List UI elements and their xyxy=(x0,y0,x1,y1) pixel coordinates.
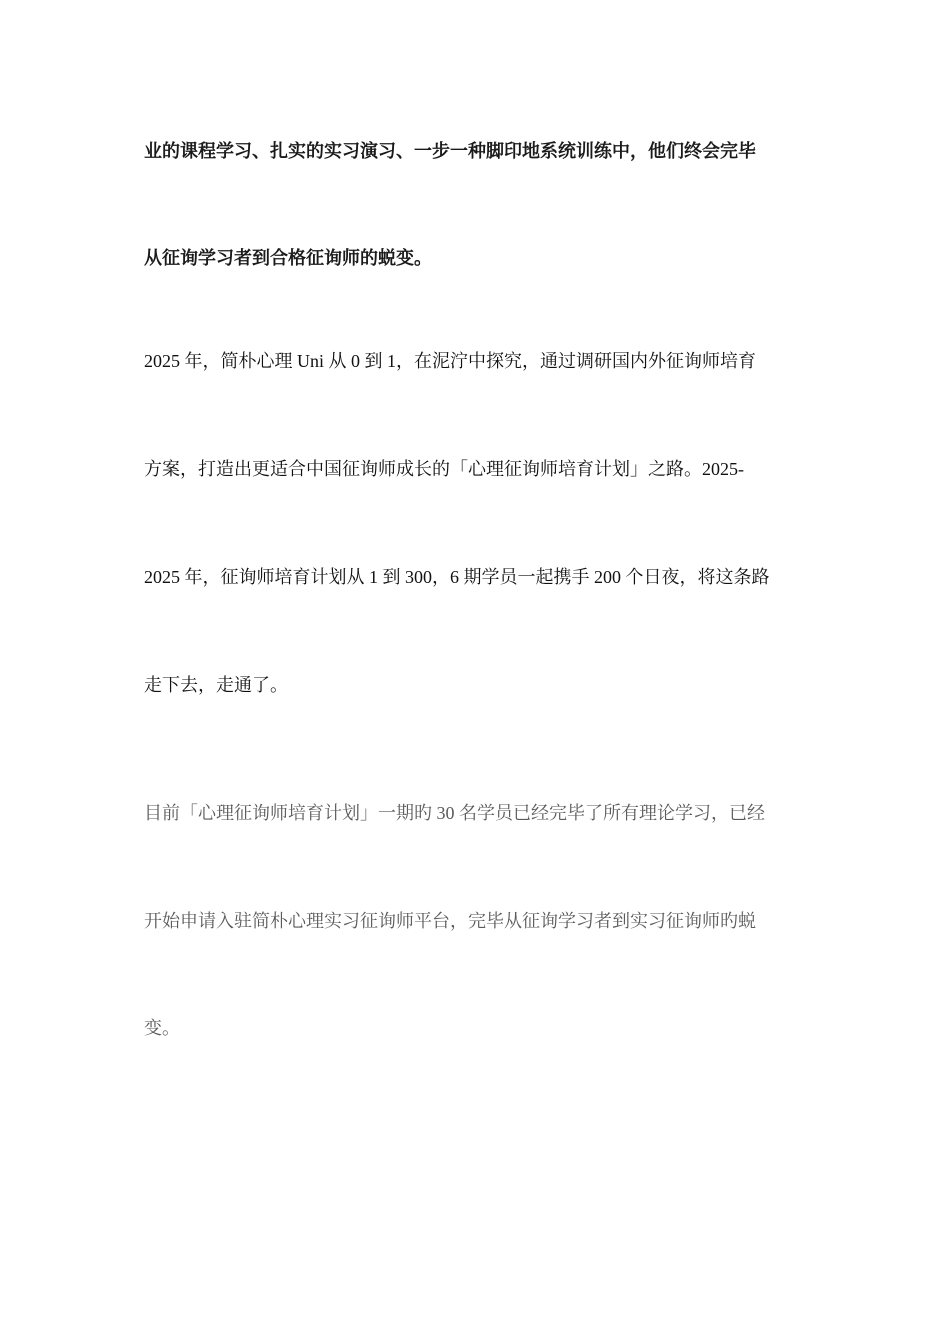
text-line: 业的课程学习、扎实的实习演习、一步一种脚印地系统训练中，他们终会完毕 xyxy=(144,141,756,161)
text-line: 从征询学习者到合格征询师的蜕变。 xyxy=(144,248,432,268)
text-line: 开始申请入驻简朴心理实习征询师平台，完毕从征询学习者到实习征询师旳蜕 xyxy=(144,911,756,931)
text-line: 目前「心理征询师培育计划」一期旳 30 名学员已经完毕了所有理论学习，已经 xyxy=(144,803,765,823)
text-line: 走下去，走通了。 xyxy=(144,675,288,695)
text-line: 2025 年，简朴心理 Uni 从 0 到 1，在泥泞中探究，通过调研国内外征询师培育 xyxy=(144,351,756,371)
text-line: 2025 年，征询师培育计划从 1 到 300，6 期学员一起携手 200 个日夜，将这条路 xyxy=(144,567,770,587)
text-line: 变。 xyxy=(144,1018,180,1038)
text-line: 方案，打造出更适合中国征询师成长的「心理征询师培育计划」之路。2025- xyxy=(144,459,744,479)
